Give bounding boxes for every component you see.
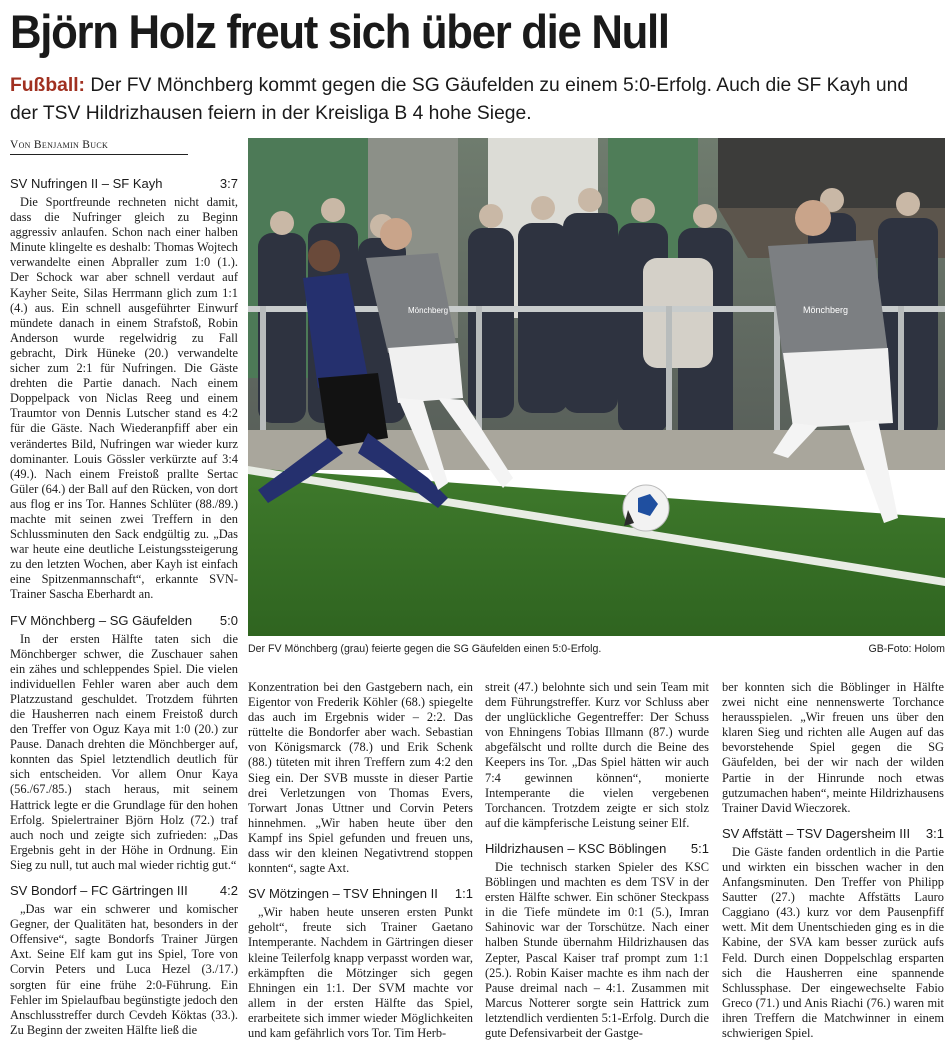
match-report-paragraph: ber konnten sich die Böblinger in Hälfte zwei nicht eine nennenswerte Torchance herausspielen. „Wir freuen uns über den klaren Sieg und richten alle Augen auf das bevorstehende Spiel gegen die SG Gäufelden, bei der wir nach der wilden Partie in der Hinrunde noch etwas gutzumachen haben“, meinte Hildrizhausens Trainer David Wieczorek. (722, 680, 944, 815)
match-report-paragraph: Die Sportfreunde rechneten nicht damit, dass die Nufringer gleich zu Beginn aggressiv anlaufen. Schon nach einer halben Minute klingelte es deshalb: Thomas Wojtech verwandelte einen Abpraller zum 1:0 (1.). Der Schock war aber schnell verdaut auf Kayher Seite, Silas Herrmann glich zum 1:1 (4.) aus. Ein schnell ausgeführter Einwurf mündete danach in einem Strafstoß, Robin Anderson wurde regelwidrig zu Fall gebracht, Dirk Hüneke (20.) verwandelte sicher zum 2:1 für Nufringen. Die Gäste drehten die Partie danach. Nach einem Doppelpack von Niclas Reeg und einem Traumtor von Dennis Lutscher stand es 4:2 für die Gäste. Nach Wiederanpfiff aber ein verändertes Bild, Nufringen war wieder kurz dominanter. Louis Gössler verkürzte auf 3:4 (49.). Nach einem Freistoß prallte Sertac Güler (64.) der Ball auf den Rücken, von dort aus flog er ins Tor. Hannes Schlüter (88./89.) machte mit seinen zwei Treffern in den Schlussminuten den Sack endgültig zu. „Das war heute eine deutliche Leistungssteigerung zu den letzten Wochen, aber Kayh ist einfach eine Spitzenmannschaft“, erkannte SVN-Trainer Sascha Eberhardt an. (10, 195, 238, 602)
match-teams: SV Mötzingen – TSV Ehningen II (248, 886, 438, 902)
photo-credit: GB-Foto: Holom (868, 643, 945, 655)
match-report-paragraph: streit (47.) belohnte sich und sein Team mit dem Führungstreffer. Kurz vor Schluss aber der unglückliche Gegentreffer: Der Schuss von Ehningens Tobias Illmann (87.) wurde abgefälscht und rollte durch die Beine des Keepers ins Tor. „Das Spiel hätten wir auch 7:4 gewinnen können“, monierte Intemperante die vielen vergebenen Torchancen. Trotzdem zeigte er sich stolz auf die kämpferische Leistung seiner Elf. (485, 680, 709, 830)
match-report-paragraph: Die Gäste fanden ordentlich in die Partie und wirkten ein bisschen wacher in den Anfangsminuten. Den Treffer von Philipp Sautter (27.) machte Affstätts Lauro Caggiano (43.) kurz vor dem Pausenpfiff wett. Mit dem Unentschieden ging es in die Kabine, der SVA kam besser zurück aufs Feld. Durch einen Doppelschlag ersparten sich die Hausherren eine spannende Schlussphase. Der eingewechselte Fabio Greco (71.) und Anis Riachi (76.) waren mit ihren Treffern die Matchwinner in einem schwierigen Spiel. (722, 844, 944, 1040)
match-report-paragraph: Konzentration bei den Gastgebern nach, ein Eigentor von Frederik Köhler (68.) spiegelte das auch im Ergebnis wider – 2:2. Das rüttelte die Bondorfer aber wach. Sebastian von Königsmarck (78.) und Erik Schenk (88.) tüteten mit ihren Treffern zum 4:2 den Sieg ein. Der SVB musste in dieser Partie drei Verletzungen von Thomas Evers, Torwart Jonas Uttner und Corvin Peters hinnehmen. „Wir haben heute über den Kampf ins Spiel gefunden und freuen uns, dass wir den kleinen Negativtrend stoppen konnten“, sagte Axt. (248, 680, 473, 876)
match-score: 5:1 (690, 840, 709, 856)
match-heading-moenchberg-gaeufelden (10, 613, 238, 629)
match-score: 3:7 (219, 176, 238, 191)
match-report-paragraph: „Wir haben heute unseren ersten Punkt geholt“, freute sich Trainer Gaetano Intemperante. Nachdem in Gärtringen dieser kleine Teilerfolg knapp verpasst worden war, erkämpften die Mötzinger sich gegen Ehningen ein 1:1. Der SVM machte vor allem in der ersten Hälfte das Spiel, erarbeitete sich immer wieder Möglichkeiten und kam gefährlich vors Tor. Tim Herb- (248, 905, 473, 1040)
match-score: 3:1 (925, 825, 944, 841)
match-score: 4:2 (219, 883, 238, 899)
jersey-text-right: Mönchberg (803, 305, 849, 315)
byline: Von Benjamin Buck (10, 139, 188, 155)
match-teams: SV Nufringen II – SF Kayh (10, 176, 163, 191)
match-photo (248, 138, 945, 636)
match-heading-affstaett-dagersheim (722, 826, 944, 842)
photo-caption (248, 643, 945, 659)
match-report-paragraph: In der ersten Hälfte taten sich die Mönchberger schwer, die Zuschauer sahen ein zähes und schleppendes Spiel. Die vielen individuellen Fehler waren aber auch dem Platzzustand geschuldet. Trotzdem führten die Hausherren nach einem Freistoß durch den Treffer von Oguz Kaya mit 1:0 (20.) zur Pause. Danach drehten die Mönchberger auf, konnten das Spiel letztendlich deutlich für sich entscheiden. Vor allem Onur Kaya (56./67./85.) stach heraus, mit seinem Hattrick legte er die Grundlage für den hohen Erfolg. Spielertrainer Björn Holz (72.) traf auch noch und zeigte sich zufrieden: „Das Ergebnis geht in der Höhe in Ordnung. Ein Sieg zu null, tut auch mal wieder richtig gut.“ (10, 631, 238, 872)
match-heading-nufringen-kayh (10, 176, 238, 192)
article-column-4 (722, 680, 944, 1041)
match-report-paragraph: Die technisch starken Spieler des KSC Böblingen und machten es dem TSV in der ersten Hälfte schwer. Ein schöner Steckpass in die Tiefe mündete im 0:1 (5.), Imran Sahinovic war der Torschütze. Nach einer halben Stunde übernahm Hildrizhausen das Zepter, Pascal Kaiser traf prompt zum 1:1 (25.). Robin Kaiser machte es ihm nach der Pause dreimal nach – 4:1. Zusammen mit Marcus Notterer sorgte sein Hattrick zum letztendlich verdienten 5:1-Erfolg. Durch die gute Defensivarbeit der Gastge- (485, 859, 709, 1040)
football (623, 485, 669, 531)
match-teams: Hildrizhausen – KSC Böblingen (485, 840, 667, 856)
article-column-3 (485, 680, 709, 1041)
match-score: 1:1 (454, 886, 473, 902)
match-teams: SV Bondorf – FC Gärtringen III (10, 883, 188, 899)
article-column-1 (10, 176, 238, 1038)
article-column-2 (248, 680, 473, 1041)
match-report-paragraph: „Das war ein schwerer und komischer Gegner, der Qualitäten hat, besonders in der Offensive“, sagte Bondorfs Trainer Jürgen Axt. Seine Elf kam gut ins Spiel, Tore von Corvin Peters und Luca Hezel (3./17.) sorgten für eine frühe 2:0-Führung. Ein Fehler im Spielaufbau begünstigte jedoch den Anschlusstreffer durch Cevdeh Köktas (33.). Zu Beginn der zweiten Hälfte ließ die (10, 902, 238, 1037)
match-teams: SV Affstätt – TSV Dagersheim III (722, 825, 911, 841)
jersey-text-left: Mönchberg (408, 306, 449, 315)
headline: Björn Holz freut sich über die Null (10, 5, 669, 58)
teaser-kicker: Fußball: (10, 75, 85, 96)
match-heading-hildrizhausen-boeblingen (485, 841, 709, 857)
teaser (10, 72, 940, 128)
teaser-text: Der FV Mönchberg kommt gegen die SG Gäufelden zu einem 5:0-Erfolg. Auch die SF Kayh und der TSV Hildrizhausen feiern in der Kreisliga B 4 hohe Siege. (10, 75, 909, 124)
match-heading-bondorf-gaertringen (10, 883, 238, 899)
match-heading-moetzingen-ehningen (248, 886, 473, 902)
match-photo-image (248, 138, 945, 636)
match-teams: FV Mönchberg – SG Gäufelden (10, 612, 193, 628)
match-score: 5:0 (219, 612, 238, 628)
caption-text: Der FV Mönchberg (grau) feierte gegen die SG Gäufelden einen 5:0-Erfolg. (248, 643, 602, 655)
